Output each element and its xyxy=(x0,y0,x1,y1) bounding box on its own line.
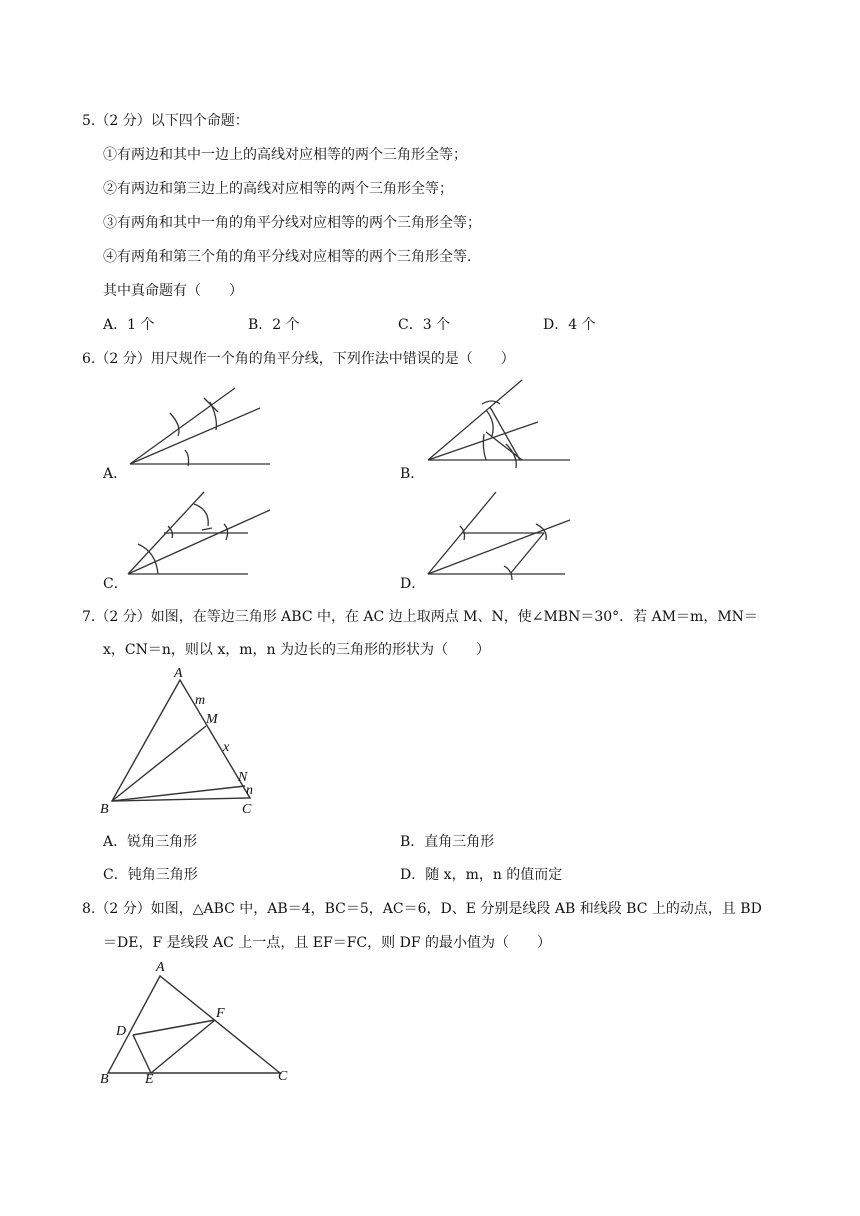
q6-label-d: D． xyxy=(400,576,426,592)
q7-option-a: A．锐角三角形 xyxy=(103,834,198,850)
q6-label-c: C． xyxy=(103,576,128,592)
q5-stem: 5.（2 分）以下四个命题： xyxy=(82,113,249,129)
q7-stem-line-1: 7.（2 分）如图，在等边三角形 ABC 中，在 AC 边上取两点 M、N，使∠MBN＝30°．若 AM＝m，MN＝ xyxy=(82,609,758,625)
q7-label-x: x xyxy=(223,740,230,755)
q5-option-b: B．2 个 xyxy=(248,317,300,333)
q6-figure-c xyxy=(120,488,280,580)
q6-label-b: B． xyxy=(400,466,425,482)
q8-stem-line-2: ＝DE，F 是线段 AC 上一点，且 EF＝FC，则 DF 的最小值为（ ） xyxy=(103,935,551,951)
q8-label-e: E xyxy=(145,1072,154,1087)
q5-option-a: A．1 个 xyxy=(103,317,155,333)
q8-label-d: D xyxy=(116,1024,127,1039)
q7-figure-triangle xyxy=(100,666,260,826)
q7-label-a: A xyxy=(174,666,183,681)
q7-label-n: N xyxy=(238,770,248,785)
q6-figure-a xyxy=(120,378,280,470)
q8-stem-line-1: 8.（2 分）如图，△ABC 中，AB＝4，BC＝5，AC＝6，D、E 分别是线段 AB 和线段 BC 上的动点，且 BD xyxy=(82,901,762,917)
q7-label-b: B xyxy=(100,802,109,817)
q7-label-m-lower: m xyxy=(195,693,206,708)
q8-label-f: F xyxy=(216,1006,225,1021)
q7-option-b: B．直角三角形 xyxy=(400,834,495,850)
q7-label-n-lower: n xyxy=(246,783,253,798)
q5-question: 其中真命题有（ ） xyxy=(103,283,243,299)
q7-label-m: M xyxy=(206,712,218,727)
q5-proposition-2: ②有两边和第三边上的高线对应相等的两个三角形全等； xyxy=(103,181,453,197)
q7-label-c: C xyxy=(242,802,252,817)
q5-proposition-1: ①有两边和其中一边上的高线对应相等的两个三角形全等； xyxy=(103,147,467,163)
q8-label-c: C xyxy=(278,1069,288,1084)
q7-option-c: C．钝角三角形 xyxy=(103,867,198,883)
q6-figure-d xyxy=(420,488,580,580)
q8-label-a: A xyxy=(156,960,165,975)
q6-stem: 6.（2 分）用尺规作一个角的角平分线，下列作法中错误的是（ ） xyxy=(82,351,515,367)
q5-proposition-3: ③有两角和其中一角的角平分线对应相等的两个三角形全等； xyxy=(103,215,481,231)
q6-figure-b xyxy=(420,374,580,470)
q5-option-d: D．4 个 xyxy=(543,317,596,333)
q6-label-a: A． xyxy=(103,466,128,482)
q8-figure-triangle xyxy=(98,960,298,1090)
q7-stem-line-2: x，CN＝n，则以 x，m，n 为边长的三角形的形状为（ ） xyxy=(103,642,490,658)
q7-option-d: D．随 x，m，n 的值而定 xyxy=(400,867,563,883)
q5-proposition-4: ④有两角和第三个角的角平分线对应相等的两个三角形全等. xyxy=(103,249,472,265)
q8-label-b: B xyxy=(100,1072,109,1087)
q5-option-c: C．3 个 xyxy=(398,317,451,333)
